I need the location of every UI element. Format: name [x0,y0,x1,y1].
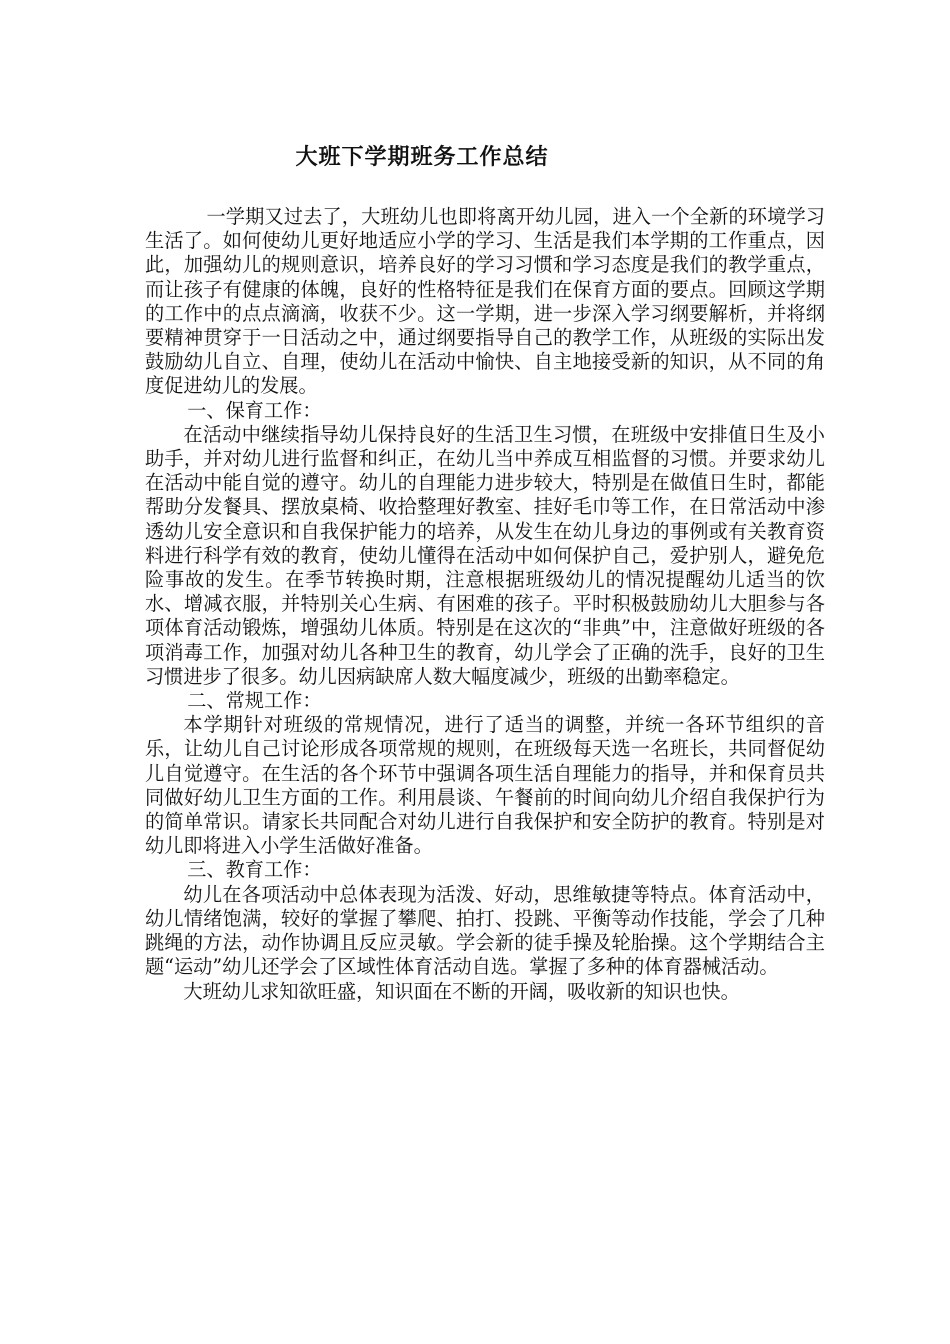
closing-paragraph: 大班幼儿求知欲旺盛，知识面在不断的开阔，吸收新的知识也快。 [183,979,740,1003]
care-paragraph: 在活动中继续指导幼儿保持良好的生活卫生习惯，在班级中安排值日生及小助手，并对幼儿进行监督和纠正，在幼儿当中养成互相监督的习惯。并要求幼儿在活动中能自觉的遵守。幼儿的自理能力进步较大，特别是在做值日生时，都能帮助分发餐具、摆放桌椅、收拾整理好教室、挂好毛巾等工作，在日常活动中渗透幼儿安全意识和自我保护能力的培养，从发生在幼儿身边的事例或有关教育资料进行科学有效的教育，使幼儿懂得在活动中如何保护自己，爱护别人，避免危险事故的发生。在季节转换时期，注意根据班级幼儿的情况提醒幼儿适当的饮水、增减衣服，并特别关心生病、有困难的孩子。平时积极鼓励幼儿大胆参与各项体育活动锻炼，增强幼儿体质。特别是在这次的“非典”中，注意做好班级的各项消毒工作，加强对幼儿各种卫生的教育，幼儿学会了正确的洗手，良好的卫生习惯进步了很多。幼儿因病缺席人数大幅度减少，班级的出勤率稳定。 [145,422,825,688]
section-heading-education: 三、教育工作： [187,858,322,882]
routine-paragraph: 本学期针对班级的常规情况，进行了适当的调整，并统一各环节组织的音乐，让幼儿自己讨论形成各项常规的规则，在班级每天选一名班长，共同督促幼儿自觉遵守。在生活的各个环节中强调各项生活自理能力的指导，并和保育员共同做好幼儿卫生方面的工作。利用晨谈、午餐前的时间向幼儿介绍自我保护行为的简单常识。请家长共同配合对幼儿进行自我保护和安全防护的教育。特别是对幼儿即将进入小学生活做好准备。 [145,713,825,858]
document-title: 大班下学期班务工作总结 [295,145,549,170]
section-heading-care: 一、保育工作： [187,398,322,422]
section-heading-routine: 二、常规工作： [187,689,322,713]
education-paragraph: 幼儿在各项活动中总体表现为活泼、好动，思维敏捷等特点。体育活动中，幼儿情绪饱满，较好的掌握了攀爬、拍打、投跳、平衡等动作技能，学会了几种跳绳的方法，动作协调且反应灵敏。学会新的徒手操及轮胎操。这个学期结合主题“运动”幼儿还学会了区域性体育活动自选。掌握了多种的体育器械活动。 [145,882,825,979]
document-body [145,205,825,1004]
intro-paragraph: 一学期又过去了，大班幼儿也即将离开幼儿园，进入一个全新的环境学习生活了。如何使幼儿更好地适应小学的学习、生活是我们本学期的工作重点，因此，加强幼儿的规则意识，培养良好的学习习惯和学习态度是我们的教学重点，而让孩子有健康的体魄，良好的性格特征是我们在保育方面的要点。回顾这学期的工作中的点点滴滴，收获不少。这一学期，进一步深入学习纲要解析，并将纲要精神贯穿于一日活动之中，通过纲要指导自己的教学工作，从班级的实际出发鼓励幼儿自立、自理，使幼儿在活动中愉快、自主地接受新的知识，从不同的角度促进幼儿的发展。 [145,205,825,398]
